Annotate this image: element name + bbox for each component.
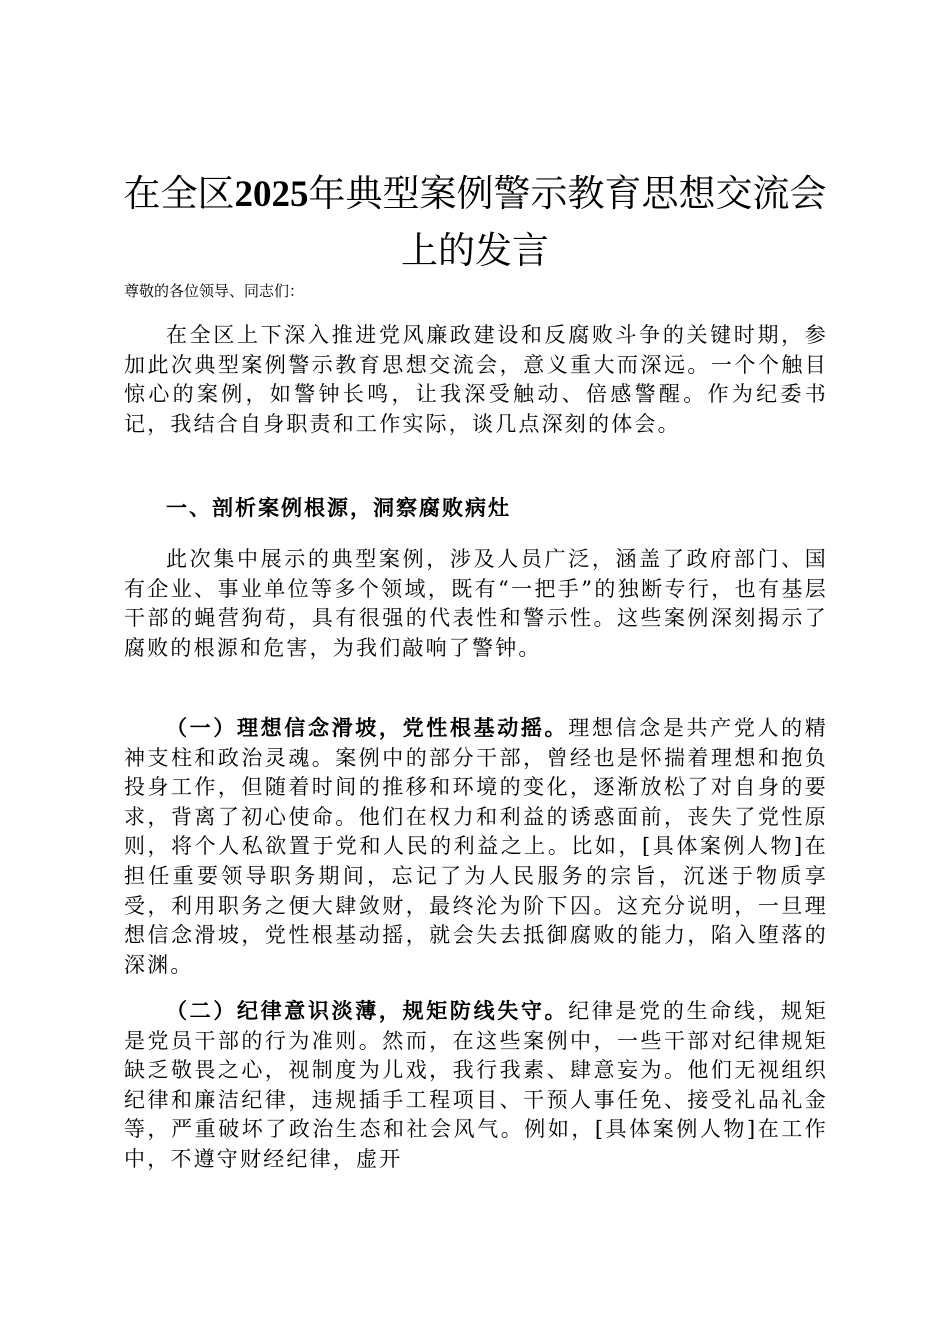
document-title: [110, 166, 840, 279]
point-2-lead: （二）纪律意识淡薄，规矩防线失守。: [166, 998, 569, 1023]
point-2-body: 纪律是党的生命线，规矩是党员干部的行为准则。然而，在这些案例中，一些干部对纪律规矩缺乏敬畏之心，视制度为儿戏，我行我素、肆意妄为。他们无视组织纪律和廉洁纪律，违规插手工程项目、干预人事任免、接受礼品礼金等，严重破坏了政治生态和社会风气。例如，[具体案例人物]在工作中，不遵守财经纪律，虚开: [124, 999, 828, 1171]
title-suffix: 年典型案例警示教育思想交流会上的发言: [308, 172, 827, 272]
salutation: 尊敬的各位领导、同志们：: [124, 282, 305, 300]
title-prefix: 在全区: [123, 172, 235, 215]
point-1-paragraph: [124, 713, 828, 980]
point-1-lead: （一）理想信念滑坡，党性根基动摇。: [166, 715, 569, 740]
point-1-body: 理想信念是共产党人的精神支柱和政治灵魂。案例中的部分干部，曾经也是怀揣着理想和抱负投身工作，但随着时间的推移和环境的变化，逐渐放松了对自身的要求，背离了初心使命。他们在权力和利益的诱惑面前，丧失了党性原则，将个人私欲置于党和人民的利益之上。比如，[具体案例人物]在担任重要领导职务期间，忘记了为人民服务的宗旨，沉迷于物质享受，利用职务之便大肆敛财，最终沦为阶下囚。这充分说明，一旦理想信念滑坡，党性根基动摇，就会失去抵御腐败的能力，陷入堕落的深渊。: [124, 716, 828, 977]
section-1-paragraph: 此次集中展示的典型案例，涉及人员广泛，涵盖了政府部门、国有企业、事业单位等多个领域，既有“一把手”的独断专行，也有基层干部的蝇营狗苟，具有很强的代表性和警示性。这些案例深刻揭示了腐败的根源和危害，为我们敲响了警钟。: [124, 547, 828, 660]
intro-paragraph: 在全区上下深入推进党风廉政建设和反腐败斗争的关键时期，参加此次典型案例警示教育思想交流会，意义重大而深远。一个个触目惊心的案例，如警钟长鸣，让我深受触动、倍感警醒。作为纪委书记，我结合自身职责和工作实际，谈几点深刻的体会。: [124, 323, 828, 436]
section-heading-1: 一、剖析案例根源，洞察腐败病灶: [166, 495, 511, 520]
title-year: 2025: [234, 174, 309, 215]
point-2-paragraph: [124, 996, 828, 1175]
